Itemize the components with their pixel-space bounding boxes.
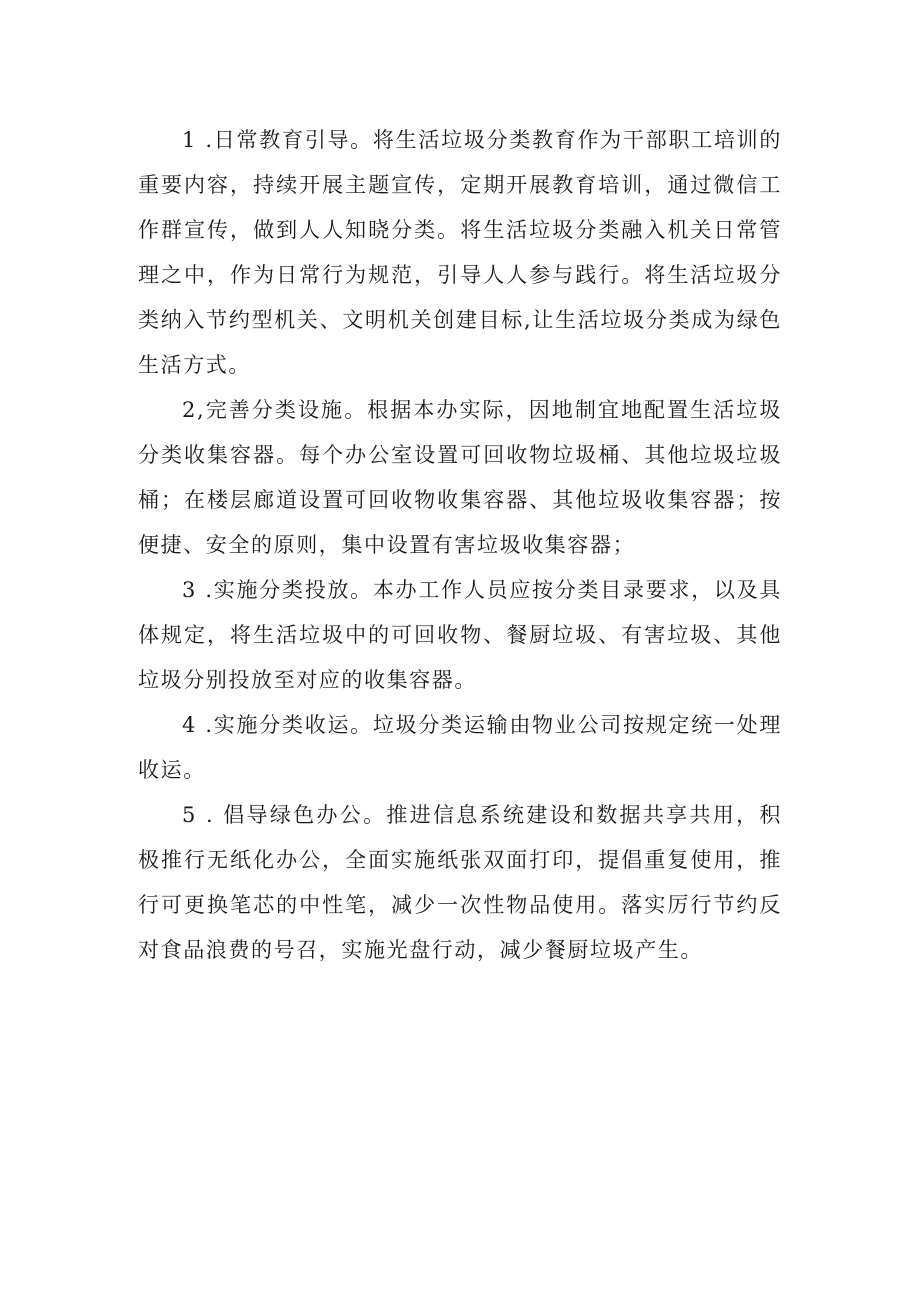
paragraph-sorting-facilities: 2,完善分类设施。根据本办实际，因地制宜地配置生活垃圾分类收集容器。每个办公室设置可回收物垃圾桶、其他垃圾垃圾桶；在楼层廊道设置可回收物收集容器、其他垃圾收集容器；按便捷、安全的原则，集中设置有害垃圾收集容器； [138,398,782,557]
document-body [138,118,782,973]
paragraph-sorted-collection: 4 .实施分类收运。垃圾分类运输由物业公司按规定统一处理收运。 [138,713,782,782]
paragraph-sorted-disposal: 3 .实施分类投放。本办工作人员应按分类目录要求，以及具体规定，将生活垃圾中的可回收物、餐厨垃圾、有害垃圾、其他垃圾分别投放至对应的收集容器。 [138,578,782,692]
paragraph-green-office: 5 . 倡导绿色办公。推进信息系统建设和数据共享共用，积极推行无纸化办公，全面实施纸张双面打印，提倡重复使用，推行可更换笔芯的中性笔，减少一次性物品使用。落实厉行节约反对食品浪费的号召，实施光盘行动，减少餐厨垃圾产生。 [138,803,782,962]
paragraph-daily-education: 1 .日常教育引导。将生活垃圾分类教育作为干部职工培训的重要内容，持续开展主题宣传，定期开展教育培训，通过微信工作群宣传，做到人人知晓分类。将生活垃圾分类融入机关日常管理之中，作为日常行为规范，引导人人参与践行。将生活垃圾分类纳入节约型机关、文明机关创建目标,让生活垃圾分类成为绿色生活方式。 [138,128,782,377]
